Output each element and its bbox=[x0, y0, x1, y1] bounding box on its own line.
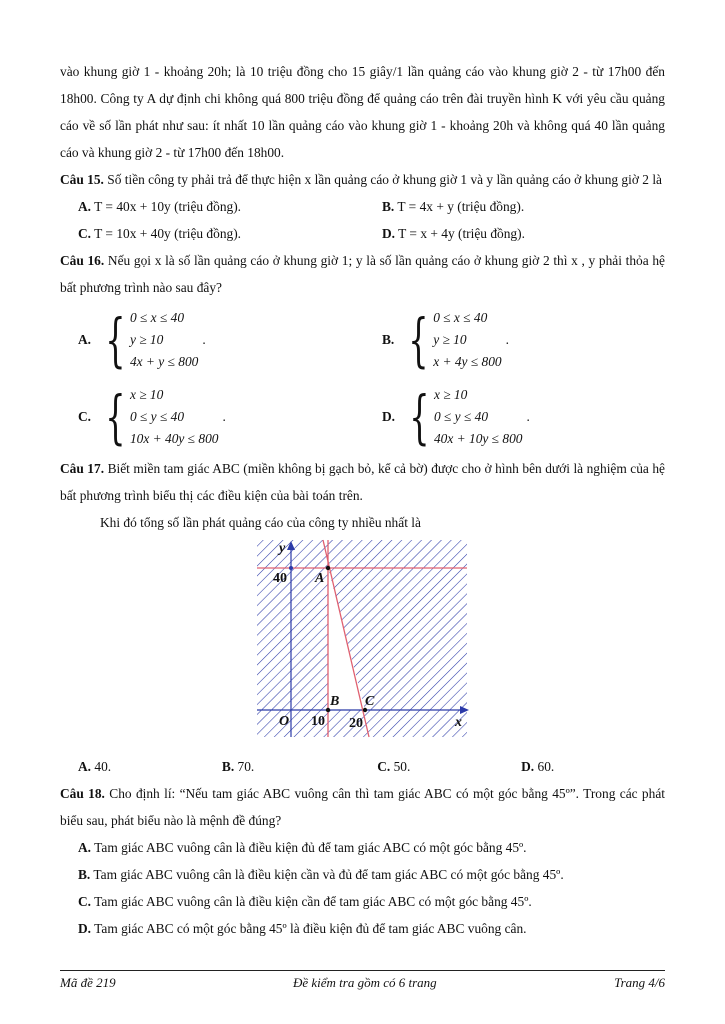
footer-exam-code: Mã đề 219 bbox=[60, 975, 116, 990]
question-17-text: Biết miền tam giác ABC (miền không bị gạch bỏ, kể cả bờ) được cho ở hình bên dưới là nghiệm của hệ bất phương trình biểu thị các điều kiện của bài toán trên. bbox=[60, 461, 665, 503]
option-18-d[interactable]: D. Tam giác ABC có một góc bằng 45º là điều kiện đủ để tam giác ABC vuông cân. bbox=[78, 921, 527, 936]
x-axis-label: x bbox=[455, 715, 462, 730]
point-c-label: C bbox=[365, 694, 375, 709]
footer-page-count: Đề kiểm tra gồm có 6 trang bbox=[292, 975, 437, 990]
option-18-c[interactable]: C. Tam giác ABC vuông cân là điều kiện cần để tam giác ABC có một góc bằng 45º. bbox=[78, 894, 532, 909]
option-15-c[interactable]: C. T = 10x + 40y (triệu đồng). bbox=[78, 226, 242, 241]
question-15-options-row-2 bbox=[60, 220, 665, 247]
brace-icon: { bbox=[105, 305, 126, 374]
option-17-b[interactable]: B. 70. bbox=[221, 759, 255, 774]
feasible-region-figure bbox=[255, 538, 495, 753]
region-diagram bbox=[255, 538, 495, 753]
option-15-b[interactable]: B. T = 4x + y (triệu đồng). bbox=[382, 199, 525, 214]
intro-paragraph: vào khung giờ 1 - khoảng 20h; là 10 triệu đồng cho 15 giây/1 lần quảng cáo vào khung giờ 2 - từ 17h00 đến 18h00. Công ty A dự định chi không quá 800 triệu đồng để quảng cáo trên đài truyền hình K với yêu cầu quảng cáo về số lần phát như sau: ít nhất 10 lần quảng cáo vào khung giờ 1 - khoảng 20h và không quá 40 lần quảng cáo và khung giờ 2 - từ 17h00 đến 18h00. bbox=[60, 64, 665, 160]
option-18-b[interactable]: B. Tam giác ABC vuông cân là điều kiện cần và đủ để tam giác ABC có một góc bằng 45º. bbox=[78, 867, 564, 882]
option-15-d[interactable]: D. T = x + 4y (triệu đồng). bbox=[382, 226, 525, 241]
question-16-options-row-2 bbox=[60, 378, 665, 455]
option-17-a[interactable]: A. 40. bbox=[78, 759, 112, 774]
point-a-label: A bbox=[315, 571, 325, 586]
question-15-options-row-1 bbox=[60, 193, 665, 220]
option-18-a[interactable]: A. Tam giác ABC vuông cân là điều kiện đủ để tam giác ABC có một góc bằng 45º. bbox=[78, 840, 527, 855]
question-16-label: Câu 16. bbox=[60, 253, 105, 268]
question-18-label: Câu 18. bbox=[60, 786, 105, 801]
exam-page bbox=[60, 58, 665, 942]
option-15-a[interactable]: A. T = 40x + 10y (triệu đồng). bbox=[78, 199, 242, 214]
option-16-d[interactable]: D. { x ≥ 10 0 ≤ y ≤ 40 40x + 10y ≤ 800 . bbox=[382, 382, 530, 451]
brace-icon: { bbox=[409, 382, 430, 451]
question-15-label: Câu 15. bbox=[60, 172, 104, 187]
question-18 bbox=[60, 780, 665, 834]
brace-icon: { bbox=[105, 382, 126, 451]
question-17-options bbox=[60, 753, 665, 780]
point-a bbox=[326, 566, 330, 570]
option-17-c[interactable]: C. 50. bbox=[377, 759, 411, 774]
system-16-d: { x ≥ 10 0 ≤ y ≤ 40 40x + 10y ≤ 800 . bbox=[409, 382, 530, 451]
option-16-a[interactable]: A. { 0 ≤ x ≤ 40 y ≥ 10 4x + y ≤ 800 . bbox=[78, 305, 206, 374]
option-16-c[interactable]: C. { x ≥ 10 0 ≤ y ≤ 40 10x + 40y ≤ 800 . bbox=[78, 382, 226, 451]
tick-20-label: 20 bbox=[349, 716, 363, 731]
tick-10-label: 10 bbox=[311, 714, 325, 729]
page-footer bbox=[60, 970, 665, 991]
point-b-label: B bbox=[330, 694, 340, 709]
question-17-label: Câu 17. bbox=[60, 461, 105, 476]
system-16-b: { 0 ≤ x ≤ 40 y ≥ 10 x + 4y ≤ 800 . bbox=[408, 305, 509, 374]
question-18-text: Cho định lí: “Nếu tam giác ABC vuông cân thì tam giác ABC có một góc bằng 45º”. Trong các phát biểu sau, phát biểu nào là mệnh đề đúng? bbox=[60, 786, 665, 828]
point-y40 bbox=[289, 566, 293, 570]
question-16 bbox=[60, 247, 665, 301]
question-16-text: Nếu gọi x là số lần quảng cáo ở khung giờ 1; y là số lần quảng cáo ở khung giờ 2 thì x , y phải thỏa hệ bất phương trình nào sau đây? bbox=[60, 253, 665, 295]
system-16-c: { x ≥ 10 0 ≤ y ≤ 40 10x + 40y ≤ 800 . bbox=[105, 382, 226, 451]
brace-icon: { bbox=[408, 305, 429, 374]
question-17-text-2: Khi đó tổng số lần phát quảng cáo của công ty nhiều nhất là bbox=[100, 515, 421, 530]
y-axis-label: y bbox=[279, 541, 286, 556]
question-17 bbox=[60, 455, 665, 509]
option-16-b[interactable]: B. { 0 ≤ x ≤ 40 y ≥ 10 x + 4y ≤ 800 . bbox=[382, 305, 509, 374]
tick-40-label: 40 bbox=[273, 571, 287, 586]
option-17-d[interactable]: D. 60. bbox=[521, 759, 555, 774]
question-15 bbox=[60, 166, 665, 193]
footer-page-number: Trang 4/6 bbox=[614, 975, 665, 990]
origin-label: O bbox=[279, 714, 290, 729]
system-16-a: { 0 ≤ x ≤ 40 y ≥ 10 4x + y ≤ 800 . bbox=[105, 305, 206, 374]
question-16-options-row-1 bbox=[60, 301, 665, 378]
question-15-text: Số tiền công ty phải trả để thực hiện x lần quảng cáo ở khung giờ 1 và y lần quảng cáo ở khung giờ 2 là bbox=[107, 172, 662, 187]
